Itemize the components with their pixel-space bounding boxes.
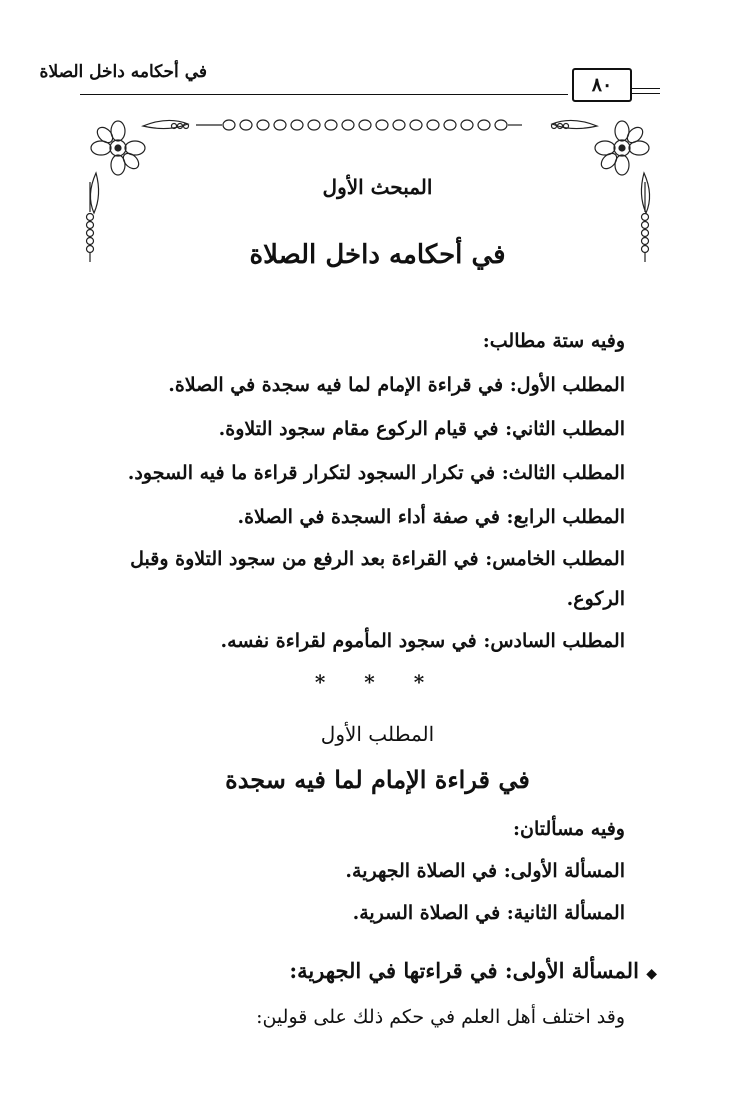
list-item [130, 548, 625, 570]
issue-text: في الصلاة الجهرية. [345, 860, 498, 882]
issue-label: المسألة الثانية: [506, 902, 625, 924]
issue-text: في الصلاة السرية. [352, 902, 501, 924]
body-paragraph: وقد اختلف أهل العلم في حكم ذلك على قولين: [256, 1006, 625, 1028]
demand-text: في قيام الركوع مقام سجود التلاوة. [218, 418, 499, 440]
list-item [221, 630, 625, 652]
demand-heading: المطلب الأول [320, 722, 435, 746]
section-heading: المبحث الأول [322, 175, 433, 199]
demand-text: في قراءة الإمام لما فيه سجدة في الصلاة. [168, 374, 504, 396]
issue-heading [289, 958, 657, 983]
demand-label: المطلب الثاني: [505, 418, 625, 440]
bullet-icon: ◆ [646, 966, 657, 982]
issue-heading-text: المسألة الأولى: في قراءتها في الجهرية: [289, 958, 639, 983]
list-item [345, 860, 625, 882]
list-item [353, 902, 625, 924]
demand-label: المطلب الثالث: [501, 462, 625, 484]
running-header-title: في أحكامه داخل الصلاة [39, 62, 207, 82]
list-item [219, 418, 625, 440]
demand-label: المطلب الخامس: [485, 548, 625, 570]
list-item [237, 506, 625, 528]
demand-text: في تكرار السجود لتكرار قراءة ما فيه السجود. [127, 462, 496, 484]
demand-text: في سجود المأموم لقراءة نفسه. [220, 630, 477, 652]
demand-text: في صفة أداء السجدة في الصلاة. [237, 506, 500, 528]
list-item [168, 374, 625, 396]
demand-label: المطلب السادس: [483, 630, 625, 652]
list-item [128, 462, 625, 484]
page-number: ٨٠ [572, 68, 632, 102]
demand-label: المطلب الرابع: [506, 506, 625, 528]
issues-intro: وفيه مسألتان: [513, 818, 625, 840]
issue-label: المسألة الأولى: [503, 860, 625, 882]
separator-stars: * * * [314, 670, 441, 694]
list-intro: وفيه ستة مطالب: [482, 330, 625, 352]
demand-text: في القراءة بعد الرفع من سجود التلاوة وقبل [130, 548, 479, 570]
demand-text: الركوع. [566, 588, 625, 610]
section-title: في أحكامه داخل الصلاة [249, 240, 506, 270]
demand-label: المطلب الأول: [509, 374, 625, 396]
demand-title: في قراءة الإمام لما فيه سجدة [225, 765, 530, 794]
list-item-continuation [567, 588, 625, 610]
